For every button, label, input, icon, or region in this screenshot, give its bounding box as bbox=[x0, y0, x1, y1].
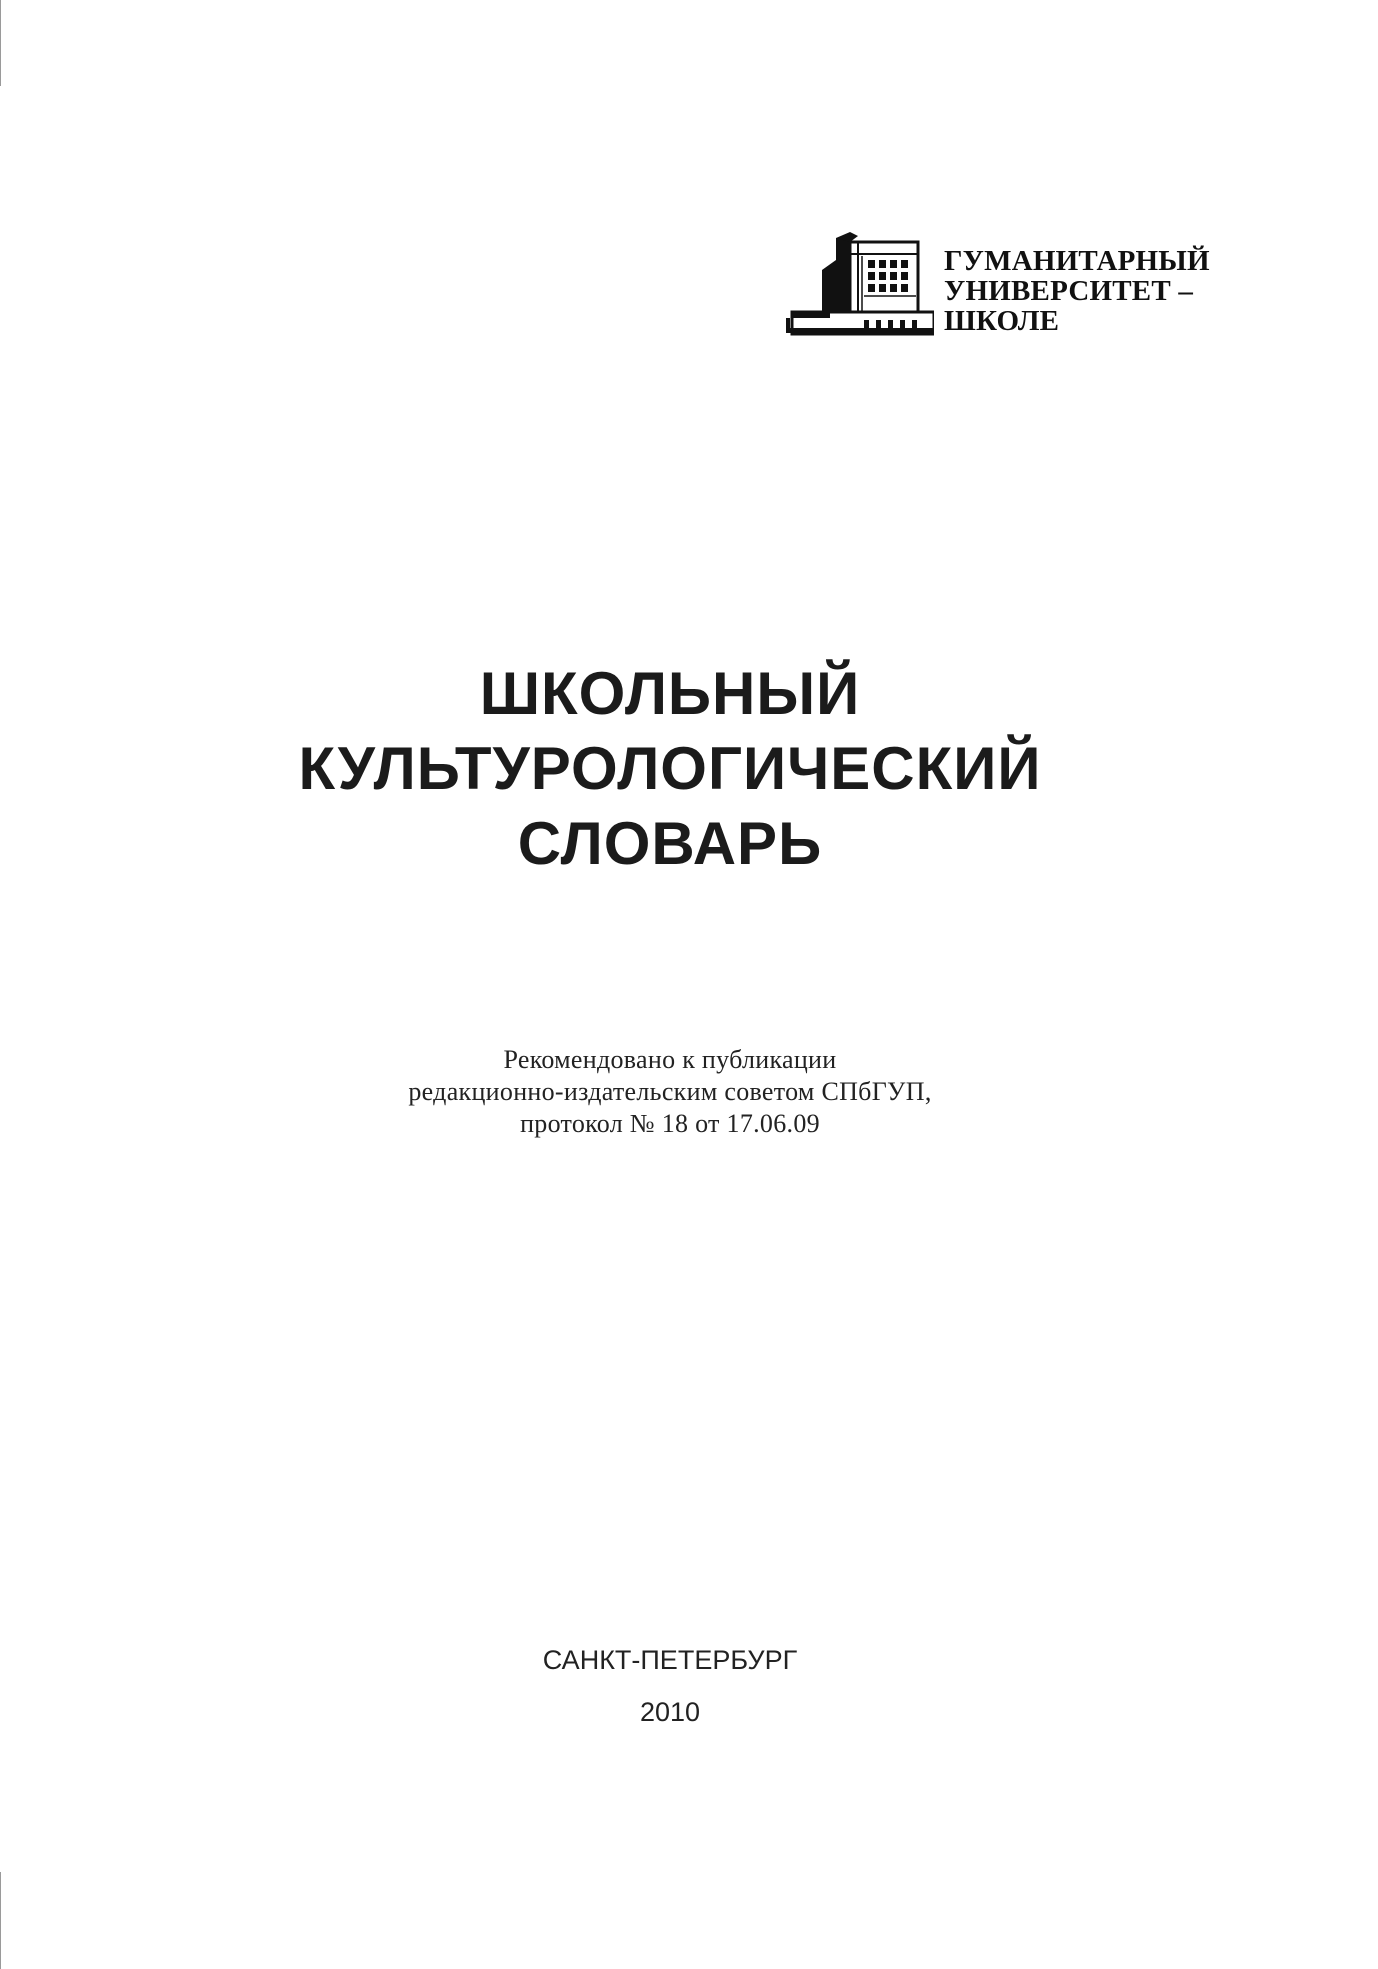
crop-mark-top bbox=[0, 0, 1, 86]
recommendation-line: редакционно-издательским советом СПбГУП, bbox=[408, 1077, 932, 1106]
book-title-line: КУЛЬТУРОЛОГИЧЕСКИЙ bbox=[298, 735, 1042, 802]
book-title bbox=[0, 656, 1340, 881]
book-title-line: ШКОЛЬНЫЙ bbox=[479, 660, 861, 727]
publisher-logo bbox=[786, 232, 1210, 344]
university-building-icon bbox=[786, 232, 934, 338]
crop-mark-bottom bbox=[0, 1872, 1, 1969]
recommendation-line: Рекомендовано к публикации bbox=[503, 1045, 837, 1074]
recommendation-line: протокол № 18 от 17.06.09 bbox=[520, 1109, 820, 1138]
publication-recommendation bbox=[0, 1044, 1340, 1140]
book-title-line: СЛОВАРЬ bbox=[517, 810, 823, 877]
publisher-name-line: ШКОЛЕ bbox=[944, 305, 1060, 337]
publisher-name-line: ГУМАНИТАРНЫЙ bbox=[944, 245, 1210, 277]
publisher-name bbox=[944, 246, 1210, 336]
publication-year: 2010 bbox=[639, 1697, 701, 1727]
publication-city: САНКТ-ПЕТЕРБУРГ bbox=[542, 1645, 798, 1675]
publisher-name-line: УНИВЕРСИТЕТ – bbox=[944, 275, 1194, 307]
